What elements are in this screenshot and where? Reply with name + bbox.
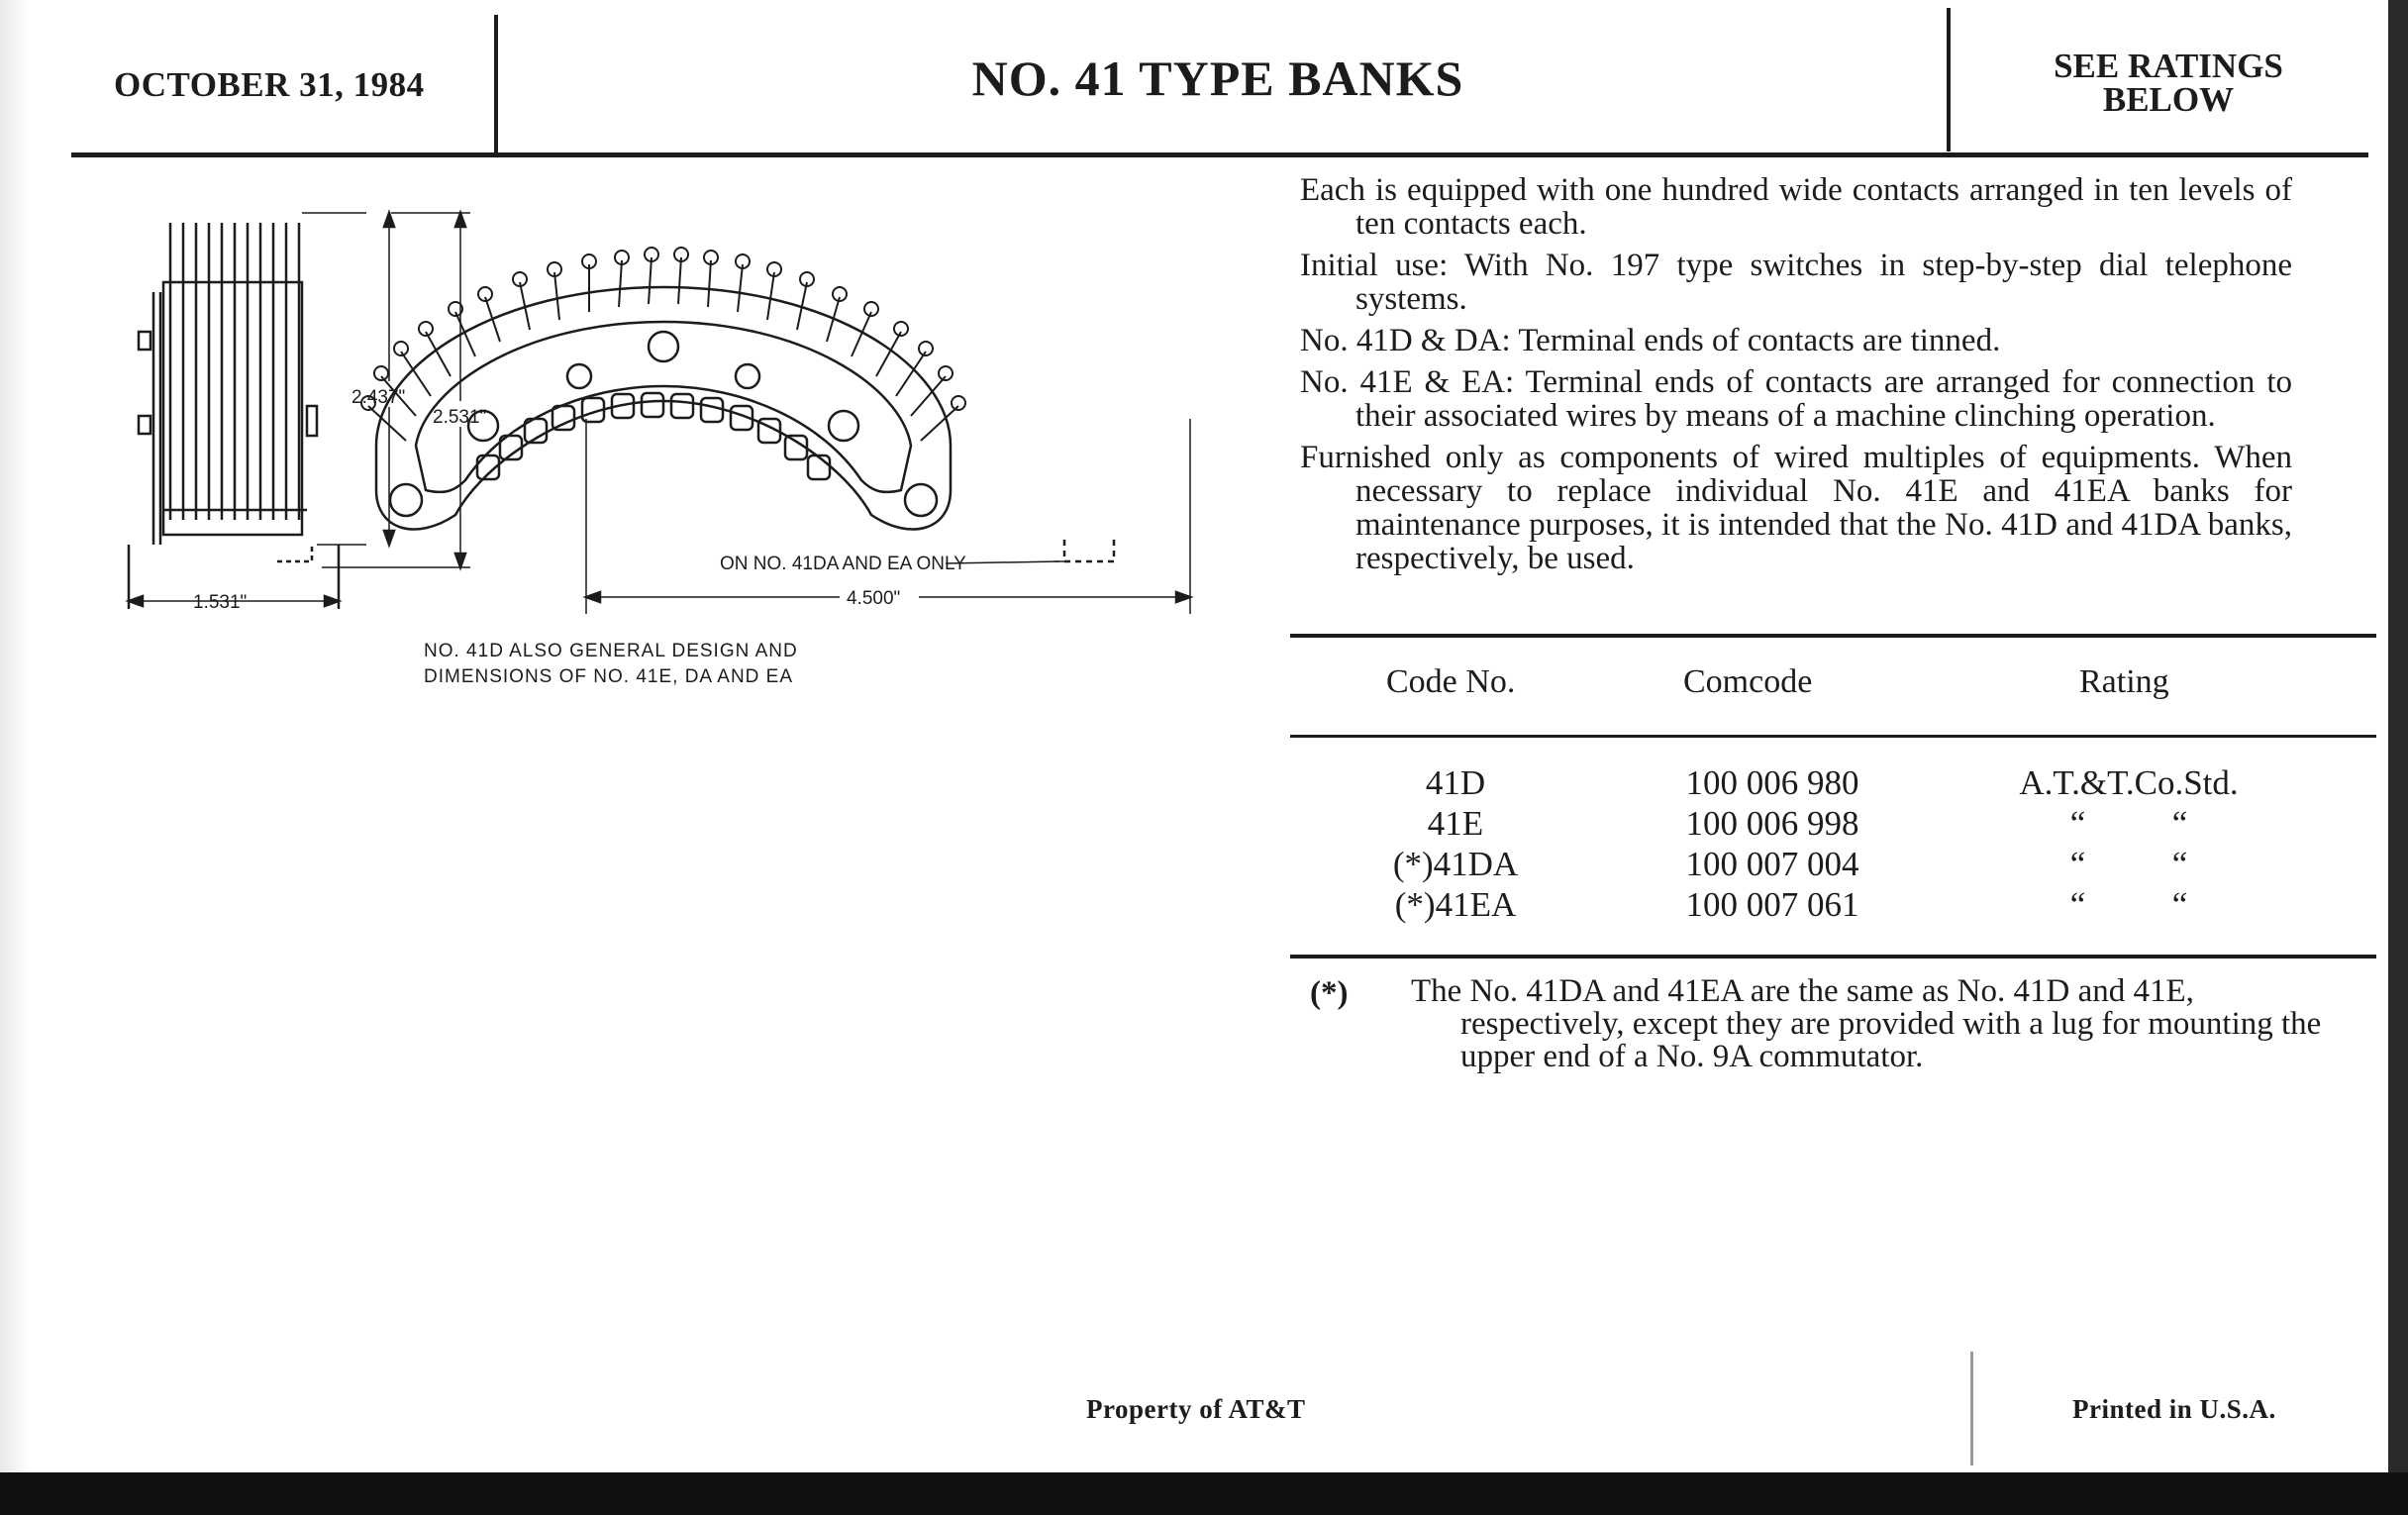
- figure-caption: [424, 639, 798, 690]
- header-rating-line2: BELOW: [2102, 80, 2235, 119]
- footer-divider: [1970, 1352, 1973, 1465]
- table-header-comcode: Comcode: [1683, 663, 1813, 700]
- footnote-paragraph: The No. 41DA and 41EA are the same as No. 41D and 41E, respectively, except they are provided with a lug for mounting the upper end of a No. 9A commutator.: [1411, 973, 2322, 1074]
- scan-edge-left: [0, 0, 30, 1515]
- header-divider-right: [1947, 8, 1951, 152]
- table-cell-comcode: 100 007 061: [1685, 885, 1859, 924]
- table-cell-code: (*)41DA: [1392, 845, 1519, 883]
- table-rule-bottom: [1290, 955, 2376, 959]
- header-rule: [71, 152, 2368, 157]
- dim-height-outer: 2.531": [433, 407, 487, 428]
- dim-width-side: 1.531": [193, 592, 248, 613]
- header-divider-left: [494, 15, 498, 155]
- table-cell-rating: A.T.&T.Co.Std.: [2019, 763, 2239, 802]
- dim-height-inner: 2.437": [351, 387, 406, 408]
- table-cell-rating: “ “: [2069, 804, 2188, 843]
- side-view: [129, 213, 490, 613]
- table-cell-rating: “ “: [2069, 845, 2188, 883]
- scan-edge-bottom: [0, 1472, 2408, 1515]
- table-row: [1287, 762, 2376, 925]
- figure-caption-line2: DIMENSIONS OF NO. 41E, DA AND EA: [424, 666, 794, 687]
- table-cell-comcode: 100 006 998: [1685, 804, 1859, 843]
- bank-drawing: [109, 193, 1238, 629]
- description-paragraph: No. 41E & EA: Terminal ends of contacts are arranged for connection to their associated wires by means of a machine clinching operation.: [1300, 364, 2292, 434]
- page-title: NO. 41 TYPE BANKS: [971, 50, 1464, 106]
- table-header-rating: Rating: [2079, 663, 2169, 700]
- figure-caption-line1: NO. 41D ALSO GENERAL DESIGN AND: [424, 641, 798, 661]
- header-rating-note: [1970, 47, 2366, 119]
- footnote-mark: (*): [1310, 975, 1349, 1011]
- table-rule-top: [1290, 634, 2376, 638]
- header-date: OCTOBER 31, 1984: [114, 65, 425, 104]
- table-header-code: Code No.: [1386, 663, 1516, 700]
- description-block: [1300, 173, 2292, 583]
- table-cell-code: 41E: [1427, 804, 1484, 843]
- description-paragraph: Furnished only as components of wired multiples of equipments. When necessary to replace individual No. 41E and 41EA banks for maintenance purposes, it is intended that the No. 41D and 41DA banks, respectively, be used.: [1300, 440, 2292, 576]
- description-paragraph: Initial use: With No. 197 type switches in step-by-step dial telephone systems.: [1300, 248, 2292, 317]
- table-cell-comcode: 100 007 004: [1685, 845, 1859, 883]
- table-cell-code: 41D: [1425, 763, 1486, 802]
- scan-edge-right: [2388, 0, 2408, 1472]
- table-cell-code: (*)41EA: [1394, 885, 1517, 924]
- footnote-text: [1411, 975, 2332, 1073]
- dim-width-front: 4.500": [847, 588, 901, 609]
- description-paragraph: Each is equipped with one hundred wide contacts arranged in ten levels of ten contacts each.: [1300, 172, 2292, 242]
- description-paragraph: No. 41D & DA: Terminal ends of contacts are tinned.: [1300, 323, 2001, 358]
- table-rule-header: [1290, 735, 2376, 738]
- footer-property: Property of AT&T: [1086, 1394, 1306, 1424]
- header-rating-line1: SEE RATINGS: [2054, 47, 2283, 85]
- contact-teeth: [477, 393, 830, 479]
- footer-printed: Printed in U.S.A.: [2072, 1394, 2276, 1424]
- table-cell-comcode: 100 006 980: [1685, 763, 1859, 802]
- callout-41da-ea: ON NO. 41DA AND EA ONLY: [720, 554, 966, 574]
- table-cell-rating: “ “: [2069, 885, 2188, 924]
- front-view: [361, 248, 1190, 614]
